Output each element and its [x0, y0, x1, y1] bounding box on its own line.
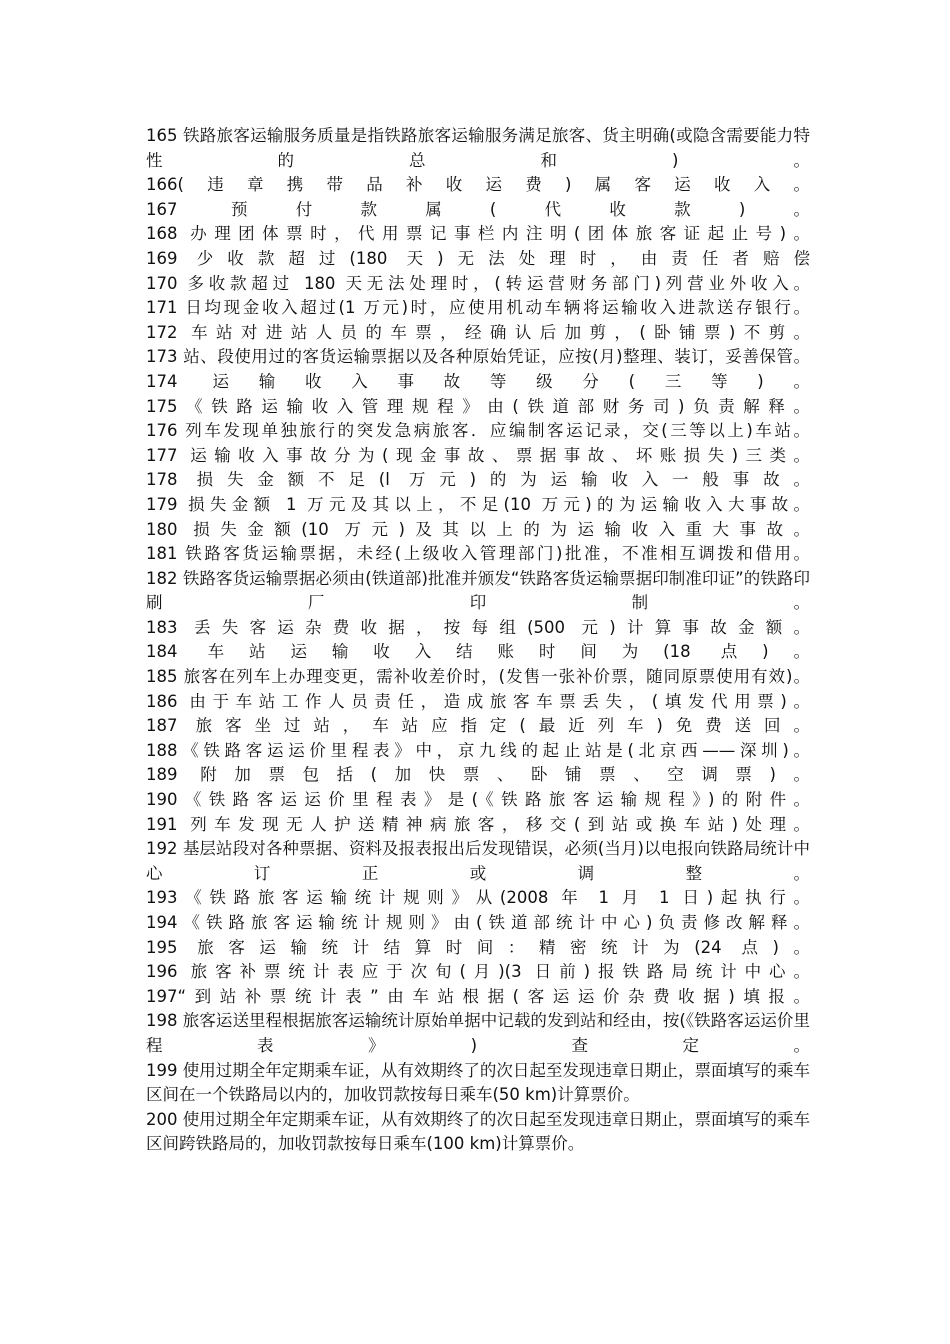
- item-195: 195 旅客运输统计结算时间：精密统计为(24 点)。: [146, 937, 810, 957]
- item-165: 165 铁路旅客运输服务质量是指铁路旅客运输服务满足旅客、货主明确(或隐含需要能力特性的总和)。: [146, 126, 810, 170]
- item-197: 197“到站补票统计表”由车站根据(客运运价杂费收据)填报。: [146, 986, 810, 1006]
- item-170: 170 多收款超过 180 天无法处理时，(转运营财务部门)列营业外收入。: [146, 273, 810, 293]
- item-179: 179 损失金额 1 万元及其以上，不足(10 万元)的为运输收入大事故。: [146, 494, 810, 514]
- item-187: 187 旅客坐过站，车站应指定(最近列车)免费送回。: [146, 716, 810, 736]
- item-177: 177 运输收入事故分为(现金事故、票据事故、坏账损失)三类。: [146, 445, 810, 465]
- item-185: 185 旅客在列车上办理变更，需补收差价时，(发售一张补价票，随同原票使用有效)。: [146, 667, 810, 687]
- item-171: 171 日均现金收入超过(1 万元)时，应使用机动车辆将运输收入进款送存银行。: [146, 298, 810, 318]
- item-182: 182 铁路客货运输票据必须由(铁道部)批准并颁发“铁路客货运输票据印制准印证”的铁路印刷厂印制。: [146, 568, 810, 613]
- item-168: 168 办理团体票时，代用票记事栏内注明(团体旅客证起止号)。: [146, 224, 810, 244]
- item-189: 189 附加票包括(加快票、卧铺票、空调票)。: [146, 765, 810, 785]
- item-181: 181 铁路客货运输票据，未经(上级收入管理部门)批准，不准相互调拨和借用。: [146, 544, 810, 564]
- item-190: 190《铁路客运运价里程表》是(《铁路旅客运输规程》)的附件。: [146, 790, 810, 810]
- item-196: 196 旅客补票统计表应于次旬(月)(3 日前)报铁路局统计中心。: [146, 962, 810, 982]
- item-169: 169 少收款超过(180 天)无法处理时，由责任者赔偿: [146, 248, 810, 268]
- item-200: 200 使用过期全年定期乘车证，从有效期终了的次日起至发现违章日期止，票面填写的乘车区间跨铁路局的，加收罚款按每日乘车(100 km)计算票价。: [146, 1109, 810, 1154]
- item-192: 192 基层站段对各种票据、资料及报表报出后发现错误，必须(当月)以电报向铁路局统计中心订正或调整。: [146, 839, 810, 883]
- item-166: 166(违章携带品补收运费)属客运收入。: [146, 175, 810, 195]
- item-198: 198 旅客运送里程根据旅客运输统计原始单据中记载的发到站和经由，按(《铁路客运运价里程表》)查定。: [146, 1011, 810, 1055]
- item-172: 172 车站对进站人员的车票，经确认后加剪，(卧铺票)不剪。: [146, 322, 810, 342]
- document-body: [146, 124, 810, 1157]
- item-194: 194《铁路旅客运输统计规则》由(铁道部统计中心)负责修改解释。: [146, 913, 810, 932]
- item-186: 186 由于车站工作人员责任，造成旅客车票丢失，(填发代用票)。: [146, 691, 810, 711]
- item-199: 199 使用过期全年定期乘车证，从有效期终了的次日起至发现违章日期止，票面填写的乘车区间在一个铁路局以内的，加收罚款按每日乘车(50 km)计算票价。: [146, 1060, 810, 1105]
- item-183: 183 丢失客运杂费收据，按每组(500 元)计算事故金额。: [146, 617, 810, 637]
- item-173: 173 站、段使用过的客货运输票据以及各种原始凭证，应按(月)整理、装订，妥善保管。: [146, 347, 810, 367]
- item-191: 191 列车发现无人护送精神病旅客，移交(到站或换车站)处理。: [146, 814, 810, 834]
- item-180: 180 损失金额(10 万元)及其以上的为运输收入重大事故。: [146, 519, 810, 539]
- item-176: 176 列车发现单独旅行的突发急病旅客．应编制客运记录，交(三等以上)车站。: [146, 421, 810, 441]
- item-175: 175《铁路运输收入管理规程》由(铁道部财务司)负责解释。: [146, 396, 810, 416]
- item-174: 174 运输收入事故等级分(三等)。: [146, 371, 810, 391]
- item-184: 184 车站运输收入结账时间为(18 点)。: [146, 642, 810, 662]
- item-167: 167 预付款属(代收款)。: [146, 199, 810, 219]
- item-178: 178 损失金额不足(l 万元)的为运输收入一般事故。: [146, 470, 810, 490]
- item-193: 193《铁路旅客运输统计规则》从(2008 年 1 月 1 日)起执行。: [146, 888, 810, 908]
- item-188: 188《铁路客运运价里程表》中，京九线的起止站是(北京西——深圳)。: [146, 740, 810, 760]
